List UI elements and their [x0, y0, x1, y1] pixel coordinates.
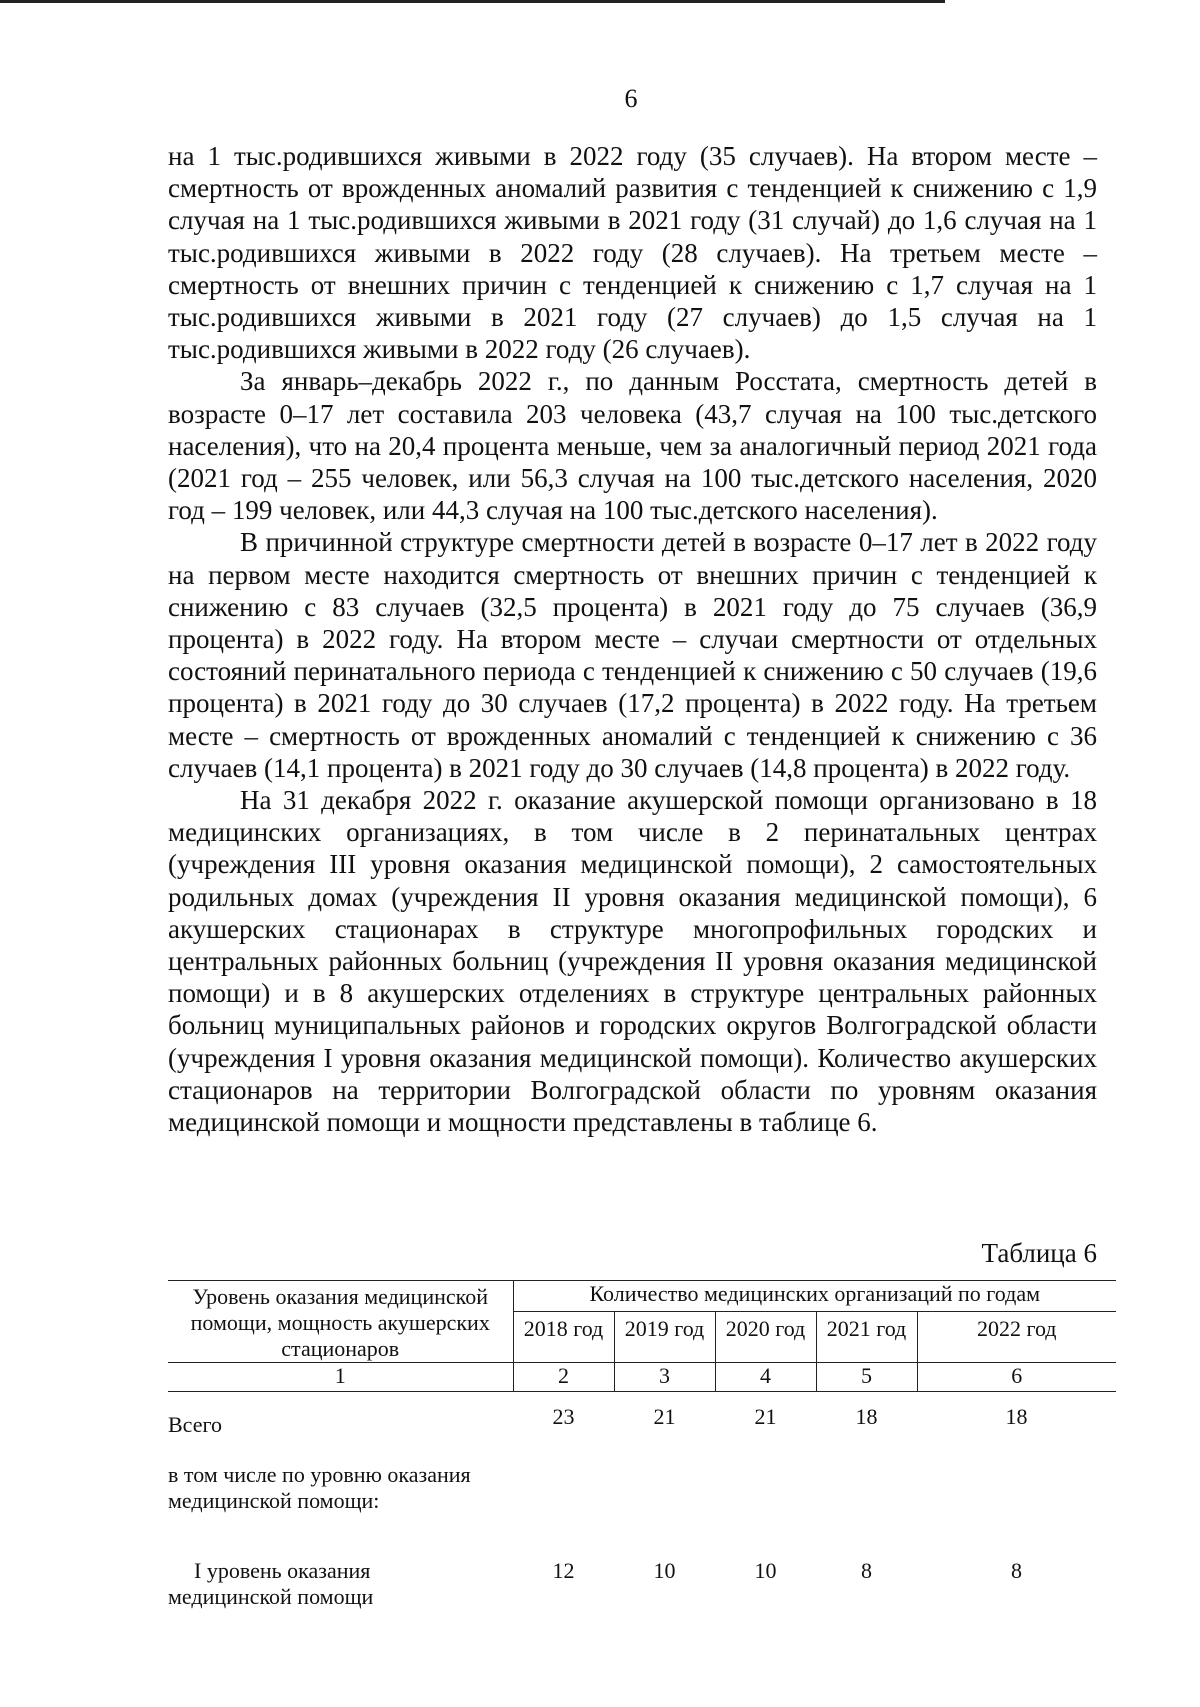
cell-value: 21 [653, 1404, 676, 1429]
cell-value: 12 [552, 1558, 575, 1583]
header-level-column: Уровень оказания медицинской помощи, мощность акушерских стационаров [168, 1281, 513, 1363]
table-row [168, 1438, 1116, 1536]
column-number: 3 [614, 1363, 715, 1392]
column-number: 1 [168, 1363, 513, 1392]
row-label: I уровень оказания медицинской помощи [168, 1558, 374, 1609]
column-number: 6 [917, 1363, 1116, 1392]
paragraph-continuation: на 1 тыс.родившихся живыми в 2022 году (35 случаев). На втором месте – смертность от врожденных аномалий развития с тенденцией к снижению с 1,9 случая на 1 тыс.родившихся живыми в 2021 году (31 случай) до 1,6 случая на 1 тыс.родившихся живыми в 2022 году (28 случаев). На третьем месте – смертность от внешних причин с тенденцией к снижению с 1,7 случая на 1 тыс.родившихся живыми в 2021 году (27 случаев) до 1,5 случая на 1 тыс.родившихся живыми в 2022 году (26 случаев). [168, 141, 1097, 365]
paragraph-child-mortality: За январь–декабрь 2022 г., по данным Росстата, смертность детей в возрасте 0–17 лет составила 203 человека (43,7 случая на 100 тыс.детского населения), что на 20,4 процента меньше, чем за аналогичный период 2021 года (2021 год – 255 человек, или 56,3 случая на 100 тыс.детского населения, 2020 год – 199 человек, или 44,3 случая на 100 тыс.детского населения). [168, 366, 1097, 526]
column-number: 4 [715, 1363, 816, 1392]
column-number: 2 [513, 1363, 614, 1392]
header-year: 2018 год [513, 1312, 614, 1363]
cell-value: 18 [1005, 1404, 1028, 1429]
cell-value: 8 [861, 1558, 872, 1583]
header-year: 2022 год [976, 1316, 1057, 1342]
paragraph-obstetric-care: На 31 декабря 2022 г. оказание акушерской помощи организовано в 18 медицинских организациях, в том числе в 2 перинатальных центрах (учреждения III уровня оказания медицинской помощи), 2 самостоятельных родильных домах (учреждения II уровня оказания медицинской помощи), 6 акушерских стационарах в структуре многопрофильных городских и центральных районных больниц (учреждения II уровня оказания медицинской помощи) и в 8 акушерских отделениях в структуре центральных районных больниц муниципальных районов и городских округов Волгоградской области (учреждения I уровня оказания медицинской помощи). Количество акушерских стационаров на территории Волгоградской области по уровням оказания медицинской помощи и мощности представлены в таблице 6. [168, 785, 1097, 1138]
cell-value [614, 1438, 715, 1536]
table-row [168, 1392, 1116, 1439]
header-year: 2019 год [614, 1312, 715, 1363]
table-6 [168, 1280, 1116, 1610]
header-year: 2020 год [715, 1312, 816, 1363]
cell-value [513, 1438, 614, 1536]
cell-value: 23 [552, 1404, 575, 1429]
header-years-group: Количество медицинских организаций по годам [513, 1281, 1116, 1312]
paragraph-cause-structure: В причинной структуре смертности детей в возрасте 0–17 лет в 2022 году на первом месте находится смертность от внешних причин с тенденцией к снижению с 83 случаев (32,5 процента) в 2021 году до 75 случаев (36,9 процента) в 2022 году. На втором месте – случаи смертности от отдельных состояний перинатального периода с тенденцией к снижению с 50 случаев (19,6 процента) в 2021 году до 30 случаев (17,2 процента) в 2022 году. На третьем месте – смертность от врожденных аномалий с тенденцией к снижению с 36 случаев (14,1 процента) в 2021 году до 30 случаев (14,8 процента) в 2022 году. [168, 527, 1097, 783]
cell-value [715, 1438, 816, 1536]
header-year: 2021 год [816, 1312, 917, 1363]
page-number: 6 [624, 84, 638, 113]
column-number: 5 [816, 1363, 917, 1392]
row-label: в том числе по уровню оказания медицинской помощи: [168, 1462, 471, 1513]
cell-value: 21 [754, 1404, 777, 1429]
cell-value: 10 [754, 1558, 777, 1583]
top-rule [0, 0, 945, 3]
table-caption: Таблица 6 [981, 1238, 1097, 1268]
cell-value: 18 [855, 1404, 878, 1429]
cell-value: 8 [1011, 1558, 1022, 1583]
row-label: Всего [168, 1412, 222, 1437]
cell-value [816, 1438, 917, 1536]
table-row [168, 1536, 1116, 1610]
cell-value [917, 1438, 1116, 1536]
body-text [168, 140, 1097, 1138]
cell-value: 10 [653, 1558, 676, 1583]
